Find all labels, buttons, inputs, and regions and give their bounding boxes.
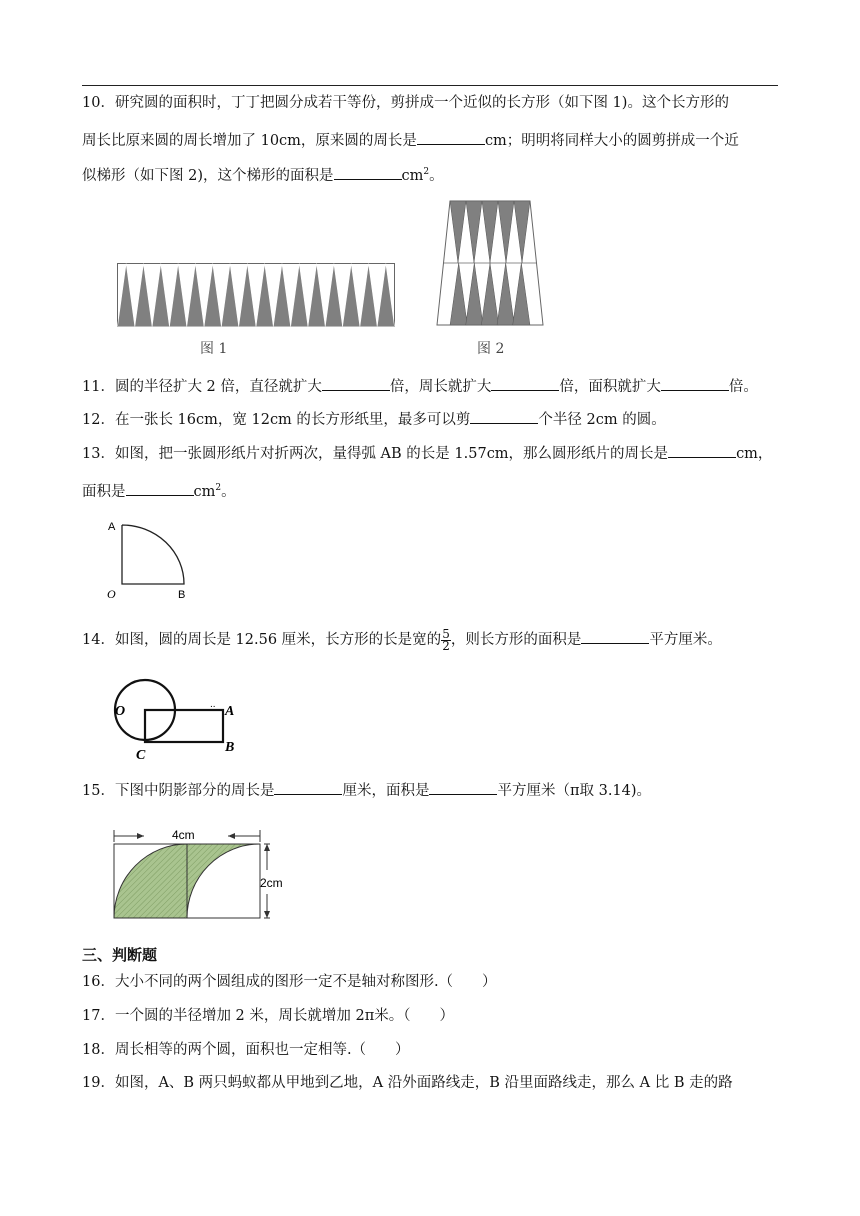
fig2-sector xyxy=(513,263,530,325)
q13-line2: 面积是 $cm^2$。 xyxy=(82,478,236,502)
fig1-sector xyxy=(273,264,290,327)
fig2-sector xyxy=(482,201,498,263)
fig1-sector xyxy=(135,264,152,327)
q14-circle-rectangle-figure xyxy=(110,673,245,761)
fig1-sector xyxy=(291,264,308,327)
q14-fraction: $\frac{5}{2}$ xyxy=(442,626,450,653)
fig1-sector xyxy=(204,264,221,327)
q16-text: 16．大小不同的两个圆组成的图形一定不是轴对称图形.（ ） xyxy=(82,974,497,990)
q10-blank-1[interactable] xyxy=(417,130,485,145)
q13-blank-1[interactable] xyxy=(668,443,736,458)
fig2-sector xyxy=(514,201,530,263)
q12-text: 12．在一张长 16cm，宽 12cm 的长方形纸里，最多可以剪 个半径 2cm 的圆。 xyxy=(82,409,666,430)
fig1-sector xyxy=(308,264,325,327)
fig2-sector xyxy=(497,263,514,325)
fig1-sector xyxy=(360,264,377,327)
fig1-sector xyxy=(187,264,204,327)
q13-quarter-circle-figure xyxy=(104,518,194,602)
section-3-title: 三、判断题 xyxy=(82,946,158,964)
q10-line1: 10．研究圆的面积时，丁丁把圆分成若干等份，剪拼成一个近似的长方形（如下图 1)。这个长方形的 xyxy=(82,95,729,111)
q14-label-a: A xyxy=(225,704,235,719)
fig1-sector xyxy=(221,264,238,327)
q10-line2: 周长比原来圆的周长增加了 10cm，原来圆的周长是 cm；明明将同样大小的圆剪拼成一个近 xyxy=(82,130,739,151)
fig1-sector xyxy=(118,264,135,327)
q18-text: 18．周长相等的两个圆，面积也一定相等.（ ） xyxy=(82,1042,410,1058)
fig1-sector xyxy=(325,264,342,327)
q10-blank-2[interactable] xyxy=(334,165,402,180)
q13-label-b: B xyxy=(178,589,186,601)
q11-text: 11．圆的半径扩大 2 倍，直径就扩大 倍，周长就扩大 倍，面积就扩大 倍。 xyxy=(82,376,758,397)
q11-blank-1[interactable] xyxy=(322,376,390,391)
q14-text: 14．如图，圆的周长是 12.56 厘米，长方形的长是宽的 $\frac{5}{2}$ ，则长方形的面积是 平方厘米。 xyxy=(82,626,722,653)
fig1-sector xyxy=(343,264,360,327)
q12-blank[interactable] xyxy=(470,409,538,424)
q17-text: 17．一个圆的半径增加 2 米，周长就增加 2π米。（ ） xyxy=(82,1008,455,1024)
q14-blank[interactable] xyxy=(581,629,649,644)
q15-shaded-figure xyxy=(110,822,300,922)
fig2-sector xyxy=(481,263,498,325)
fig1-sector xyxy=(239,264,256,327)
fig2-sector xyxy=(450,201,466,263)
fig2-sector xyxy=(450,263,467,325)
q13-label-a: A xyxy=(108,521,116,533)
q15-blank-2[interactable] xyxy=(429,780,497,795)
fig2-sector xyxy=(466,201,482,263)
q15-dim-width: 4cm xyxy=(172,828,195,842)
q15-dim-height: 2cm xyxy=(260,876,283,890)
q11-blank-2[interactable] xyxy=(491,376,559,391)
q14-label-o: O xyxy=(115,704,126,719)
q10-figure-2 xyxy=(436,200,544,326)
fig1-sector xyxy=(152,264,169,327)
q13-line1: 13．如图，把一张圆形纸片对折两次，量得弧 AB 的长是 1.57cm，那么圆形纸片的周长是 cm， xyxy=(82,443,772,464)
q14-label-b: B xyxy=(225,740,235,755)
fig2-sector xyxy=(498,201,514,263)
fig1-sector xyxy=(169,264,186,327)
fig1-sector xyxy=(256,264,273,327)
fig1-sector xyxy=(377,264,394,327)
fig1-caption: 图 1 xyxy=(200,341,228,357)
q15-text: 15．下图中阴影部分的周长是 厘米，面积是 平方厘米（π取 3.14)。 xyxy=(82,780,651,801)
q13-blank-2[interactable] xyxy=(126,481,194,496)
fig2-caption: 图 2 xyxy=(477,341,505,357)
header-rule xyxy=(82,85,778,86)
q13-label-o: O xyxy=(107,587,116,601)
q11-blank-3[interactable] xyxy=(661,376,729,391)
q14-dots: .. xyxy=(210,699,216,710)
q10-line3: 似梯形（如下图 2)，这个梯形的面积是 $cm^2$。 xyxy=(82,162,444,186)
q14-label-c: C xyxy=(136,748,146,763)
q15-blank-1[interactable] xyxy=(274,780,342,795)
fig2-sector xyxy=(466,263,483,325)
q19-text: 19．如图，A、B 两只蚂蚁都从甲地到乙地，A 沿外面路线走，B 沿里面路线走，那么 A 比 B 走的路 xyxy=(82,1075,733,1091)
q10-figure-1 xyxy=(117,263,395,327)
